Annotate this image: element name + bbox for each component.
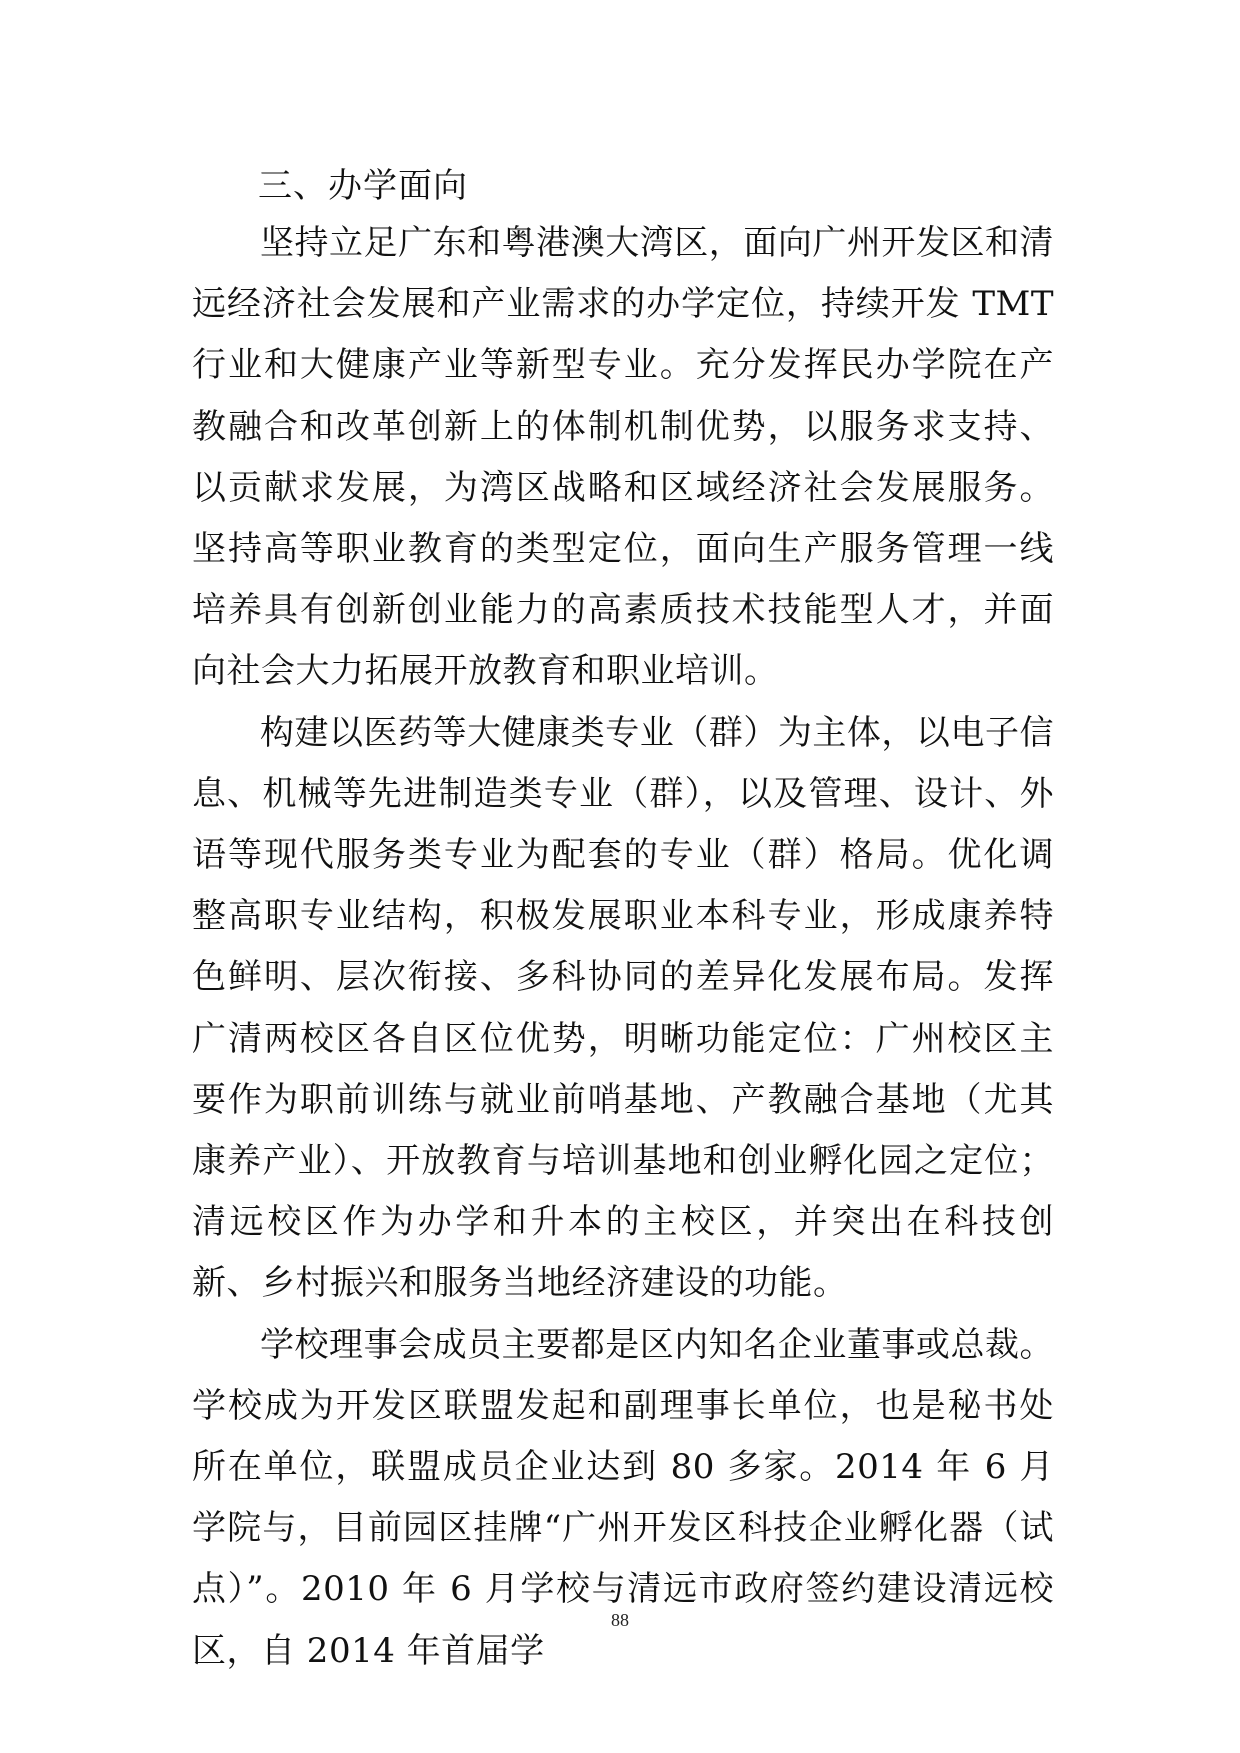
body-text	[192, 213, 1054, 1682]
paragraph-1: 坚持立足广东和粤港澳大湾区，面向广州开发区和清远经济社会发展和产业需求的办学定位，持续开发 TMT 行业和大健康产业等新型专业。充分发挥民办学院在产教融合和改革创新上的体制机制优势，以服务求支持、以贡献求发展，为湾区战略和区域经济社会发展服务。坚持高等职业教育的类型定位，面向生产服务管理一线培养具有创新创业能力的高素质技术技能型人才，并面向社会大力拓展开放教育和职业培训。	[192, 223, 1054, 692]
section-heading: 三、办学面向	[258, 166, 468, 206]
paragraph-2: 构建以医药等大健康类专业（群）为主体，以电子信息、机械等先进制造类专业（群），以及管理、设计、外语等现代服务类专业为配套的专业（群）格局。优化调整高职专业结构，积极发展职业本科专业，形成康养特色鲜明、层次衔接、多科协同的差异化发展布局。发挥广清两校区各自区位优势，明晰功能定位：广州校区主要作为职前训练与就业前哨基地、产教融合基地（尤其康养产业）、开放教育与培训基地和创业孵化园之定位；清远校区作为办学和升本的主校区，并突出在科技创新、乡村振兴和服务当地经济建设的功能。	[192, 712, 1054, 1304]
paragraph-3: 学校理事会成员主要都是区内知名企业董事或总裁。学校成为开发区联盟发起和副理事长单位，也是秘书处所在单位，联盟成员企业达到 80 多家。2014 年 6 月学院与，目前园区挂牌“广州开发区科技企业孵化器（试点）”。2010 年 6 月学校与清远市政府签约建设清远校区，自 2014 年首届学	[192, 1324, 1054, 1671]
page-number: 88	[611, 1610, 629, 1630]
